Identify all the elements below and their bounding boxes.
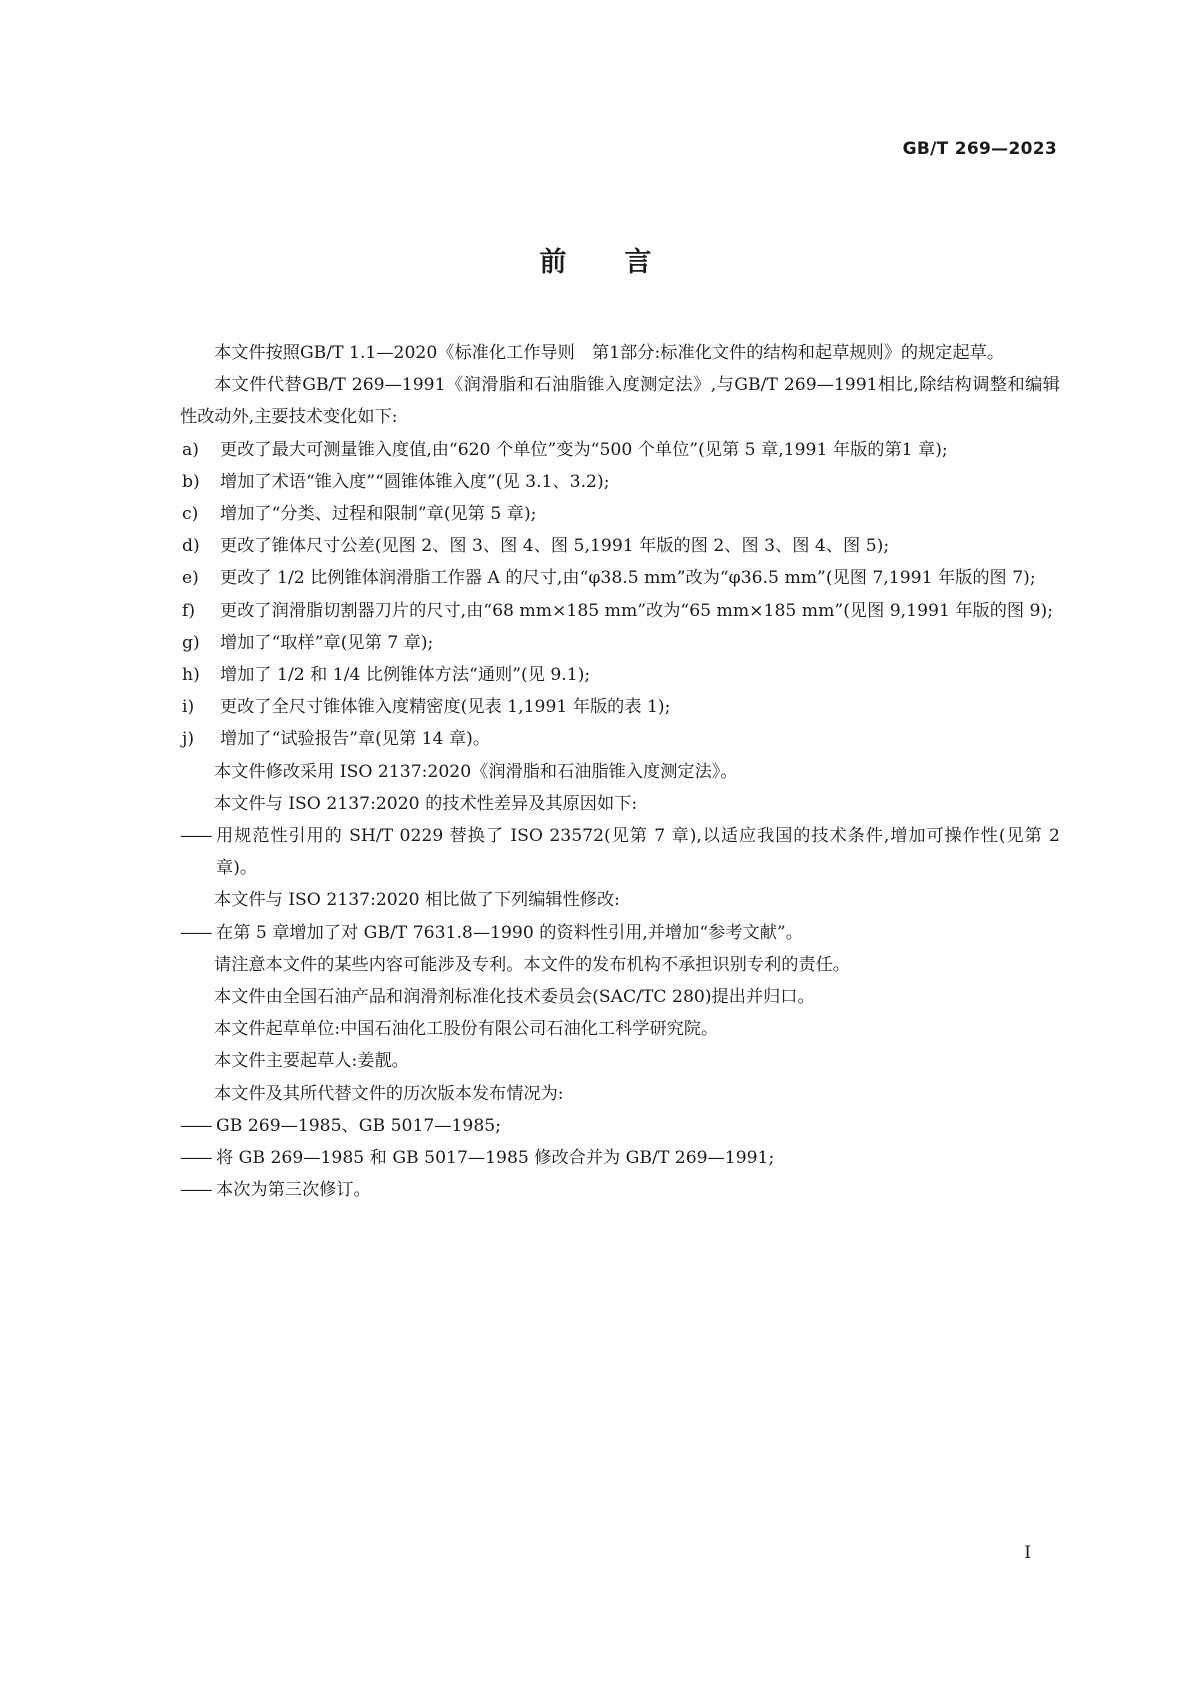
paragraph-tech-diff-intro: 本文件与 ISO 2137:2020 的技术性差异及其原因如下: [214,793,638,814]
dash-list-item [180,1142,1060,1174]
list-item [180,627,1060,659]
dash-item-text: 在第 5 章增加了对 GB/T 7631.8—1990 的资料性引用,并增加“参考文献”。 [216,922,803,943]
list-item [180,434,1060,466]
changes-list [180,434,1060,756]
paragraph-proposer: 本文件由全国石油产品和润滑剂标准化技术委员会(SAC/TC 280)提出并归口。 [214,987,815,1008]
list-marker: g) [182,632,200,653]
list-item [180,466,1060,498]
page-title: 前言 [539,247,710,278]
dash-list-item [180,917,1060,949]
list-marker: j) [182,729,195,750]
paragraph-patent-notice: 请注意本文件的某些内容可能涉及专利。本文件的发布机构不承担识别专利的责任。 [214,954,850,975]
list-item [180,723,1060,755]
standard-number: GB/T 269—2023 [902,139,1057,159]
list-marker: d) [182,536,200,557]
list-item [180,498,1060,530]
dash-item-text: 将 GB 269—1985 和 GB 5017—1985 修改合并为 GB/T 269—1991; [216,1148,775,1169]
list-item-text: 更改了润滑脂切割器刀片的尺寸,由“68 mm×185 mm”改为“65 mm×185 mm”(见图 9,1991 年版的图 9); [220,600,1053,621]
list-item-text: 增加了 1/2 和 1/4 比例锥体方法“通则”(见 9.1); [220,665,591,686]
list-item-text: 增加了“取样”章(见第 7 章); [220,632,434,653]
dash-item-text: 用规范性引用的 SH/T 0229 替换了 ISO 23572(见第 7 章),以适应我国的技术条件,增加可操作性(见第 2 章)。 [216,826,1060,879]
list-item [180,595,1060,627]
list-item-text: 增加了术语“锥入度”“圆锥体锥入度”(见 3.1、3.2); [220,471,610,492]
dash-list-item [180,1110,1060,1142]
paragraph-drafting-unit: 本文件起草单位:中国石油化工股份有限公司石油化工科学研究院。 [214,1019,719,1040]
list-item [180,530,1060,562]
list-item-text: 更改了锥体尺寸公差(见图 2、图 3、图 4、图 5,1991 年版的图 2、图 3、图 4、图 5); [220,536,890,557]
list-item [180,691,1060,723]
foreword-body [180,337,1060,1206]
list-item [180,562,1060,594]
dash-marker: —— [180,826,211,847]
paragraph-drafters: 本文件主要起草人:姜靓。 [214,1051,409,1072]
list-item-text: 更改了最大可测量锥入度值,由“620 个单位”变为“500 个单位”(见第 5 章,1991 年版的第1 章); [220,439,948,460]
dash-item-text: GB 269—1985、GB 5017—1985; [216,1115,502,1136]
list-item-text: 增加了“试验报告”章(见第 14 章)。 [220,729,491,750]
dash-item-text: 本次为第三次修订。 [216,1180,371,1201]
paragraph-drafting-rules: 本文件按照GB/T 1.1—2020《标准化工作导则 第1部分:标准化文件的结构和起草规则》的规定起草。 [214,343,1005,363]
dash-marker: —— [180,1148,211,1169]
list-marker: a) [182,439,199,460]
dash-marker: —— [180,1180,211,1201]
list-item [180,659,1060,691]
paragraph-edit-diff-intro: 本文件与 ISO 2137:2020 相比做了下列编辑性修改: [214,890,620,911]
paragraph-history-intro: 本文件及其所代替文件的历次版本发布情况为: [214,1083,564,1104]
page-number: I [1024,1543,1031,1563]
dash-list-item [180,820,1060,884]
list-marker: e) [182,568,199,589]
list-marker: i) [182,697,195,718]
list-item-text: 更改了 1/2 比例锥体润滑脂工作器 A 的尺寸,由“φ38.5 mm”改为“φ36.5 mm”(见图 7,1991 年版的图 7); [220,568,1036,589]
list-marker: c) [182,504,199,525]
dash-marker: —— [180,922,211,943]
list-marker: h) [182,665,200,686]
paragraph-adoption: 本文件修改采用 ISO 2137:2020《润滑脂和石油脂锥入度测定法》。 [214,761,738,782]
paragraph-replacement: 本文件代替GB/T 269—1991《润滑脂和石油脂锥入度测定法》,与GB/T 269—1991相比,除结构调整和编辑性改动外,主要技术变化如下: [180,375,1060,428]
list-item-text: 增加了“分类、过程和限制”章(见第 5 章); [220,504,537,525]
dash-list-item [180,1174,1060,1206]
dash-marker: —— [180,1115,211,1136]
list-marker: b) [182,471,200,492]
list-marker: f) [182,600,196,621]
list-item-text: 更改了全尺寸锥体锥入度精密度(见表 1,1991 年版的表 1); [220,697,671,718]
